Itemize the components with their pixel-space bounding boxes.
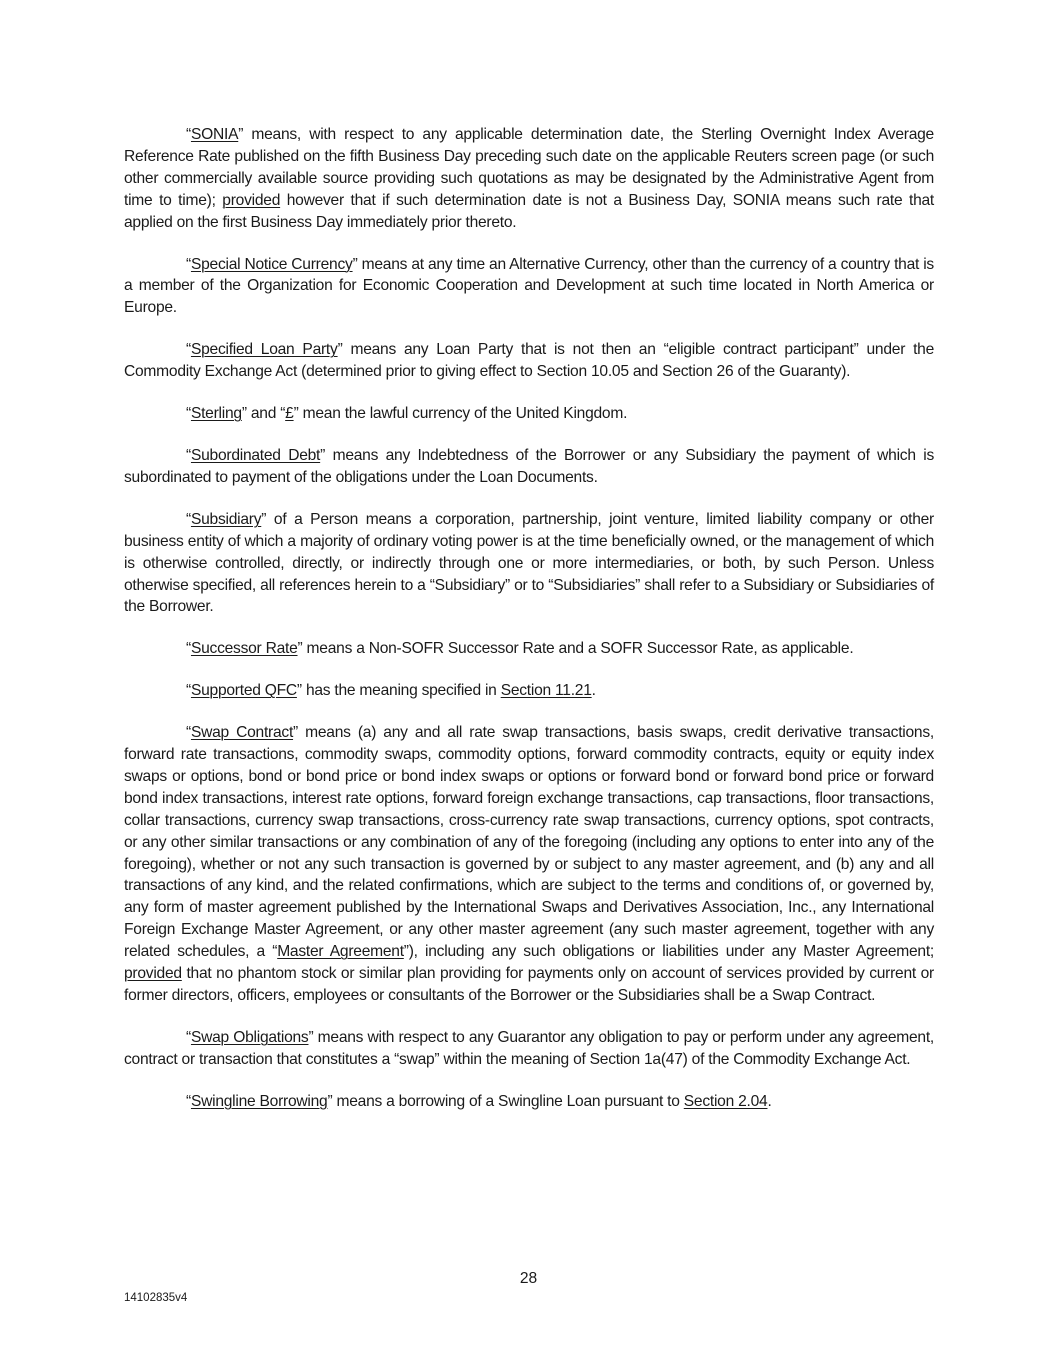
defined-term: Special Notice Currency xyxy=(190,255,353,273)
definition-text: ” has the meaning specified in xyxy=(296,682,501,700)
defined-term: Supported QFC xyxy=(190,682,297,700)
defined-term: Swap Obligations xyxy=(190,1028,309,1046)
underlined-reference: Master Agreement xyxy=(277,943,404,961)
definition-paragraph xyxy=(124,1027,934,1071)
page-number: 28 xyxy=(519,1270,538,1287)
defined-term: Swingline Borrowing xyxy=(190,1092,328,1110)
definition-paragraph xyxy=(124,722,934,1007)
definition-text: ”), including any such obligations or liabilities under any Master Agreement; xyxy=(403,943,934,961)
underlined-reference: Section 2.04 xyxy=(683,1092,768,1110)
definition-text: however that if such determination date is not a Business Day, SONIA means such rate that applied on the first Business Day immediately prior thereto. xyxy=(124,191,935,231)
definition-text: . xyxy=(591,682,596,700)
definition-paragraph xyxy=(124,254,934,320)
definition-text: “ xyxy=(186,341,191,359)
definition-paragraph xyxy=(124,1091,934,1113)
definition-text: ” means any Loan Party that is not then an “eligible contract participant” under the Commodity Exchange Act (determined prior to giving effect to Section 10.05 and Section 26 of the Guaranty). xyxy=(124,341,934,381)
definition-text: “ xyxy=(186,405,191,423)
definition-text: “ xyxy=(186,724,191,742)
underlined-reference: £ xyxy=(285,405,294,423)
definition-text: “ xyxy=(186,1092,191,1110)
definition-text: ” means at any time an Alternative Currency, other than the currency of a country that is a member of the Organization for Economic Cooperation and Development at such time located in North America or Europe. xyxy=(124,255,934,317)
definition-paragraph xyxy=(124,638,934,660)
definition-text: ” and “ xyxy=(241,405,286,423)
definition-paragraph xyxy=(124,403,934,425)
defined-term: Sterling xyxy=(190,405,242,423)
definition-text: “ xyxy=(186,255,191,273)
defined-term: Swap Contract xyxy=(190,724,294,742)
definition-text: ” means (a) any and all rate swap transactions, basis swaps, credit derivative transactions, forward rate transactions, commodity swaps, commodity options, forward commodity contracts, equity or equity index swaps or options, bond or bond price or bond index swaps or options or forward bond or forward bond price or forward bond index transactions, interest rate options, forward foreign exchange transactions, cap transactions, floor transactions, collar transactions, currency swap transactions, cross-currency rate swap transactions, currency options, spot contracts, or any other similar transactions or any combination of any of the foregoing (including any options to enter into any of the foregoing), whether or not any such transaction is governed by or subject to any master agreement, and (b) any and all transactions of any kind, and the related confirmations, which are subject to the terms and conditions of, or governed by, any form of master agreement published by the International Swaps and Derivatives Association, Inc., any International Foreign Exchange Master Agreement, or any other master agreement (any such master agreement, together with any related schedules, a “ xyxy=(124,724,934,961)
definition-text: “ xyxy=(186,126,191,143)
definition-text: “ xyxy=(186,510,191,528)
definition-paragraph xyxy=(124,680,934,702)
underlined-reference: provided xyxy=(222,191,281,209)
defined-term: SONIA xyxy=(190,126,239,143)
definition-paragraph xyxy=(124,445,934,489)
underlined-reference: Section 11.21 xyxy=(500,682,592,700)
defined-term: Specified Loan Party xyxy=(190,341,338,359)
definition-text: ” mean the lawful currency of the United Kingdom. xyxy=(293,405,628,423)
definition-text: that no phantom stock or similar plan providing for payments only on account of services provided by current or former directors, officers, employees or consultants of the Borrower or the Subsidiaries shall be a Swap Contract. xyxy=(124,965,934,1004)
defined-term: Successor Rate xyxy=(190,640,298,658)
defined-term: Subordinated Debt xyxy=(190,446,321,464)
definition-text: “ xyxy=(186,446,191,464)
defined-term: Subsidiary xyxy=(190,510,262,528)
document-id: 14102835v4 xyxy=(124,1292,188,1304)
definition-paragraph xyxy=(124,124,934,234)
definition-text: ” of a Person means a corporation, partnership, joint venture, limited liability company or other business entity of which a majority of ordinary voting power is at the time beneficially owned, or the management of which is otherwise controlled, directly, or indirectly through one or more intermediaries, or both, by such Person. Unless otherwise specified, all references herein to a “Subsidiary” or to “Subsidiaries” shall refer to a Subsidiary or Subsidiaries of the Borrower. xyxy=(124,510,934,616)
definition-text: . xyxy=(767,1092,772,1110)
definition-text: ” means a borrowing of a Swingline Loan pursuant to xyxy=(327,1092,684,1110)
definition-text: ” means with respect to any Guarantor any obligation to pay or perform under any agreement, contract or transaction that constitutes a “swap” within the meaning of Section 1a(47) of the Commodity Exchange Act. xyxy=(124,1028,934,1068)
document-body xyxy=(124,124,934,1133)
definition-text: “ xyxy=(186,1028,191,1046)
definition-paragraph xyxy=(124,339,934,383)
definition-text: ” means any Indebtedness of the Borrower or any Subsidiary the payment of which is subordinated to payment of the obligations under the Loan Documents. xyxy=(124,446,935,486)
definition-text: “ xyxy=(186,682,191,700)
definition-text: ” means a Non-SOFR Successor Rate and a SOFR Successor Rate, as applicable. xyxy=(297,640,854,658)
definition-text: ” means, with respect to any applicable determination date, the Sterling Overnight Index Average Reference Rate published on the fifth Business Day preceding such date on the applicable Reuters screen page (or such other commercially available source providing such quotations as may be designated by the Administrative Agent from time to time); xyxy=(124,126,934,209)
underlined-reference: provided xyxy=(124,965,182,983)
definition-text: “ xyxy=(186,640,191,658)
definition-paragraph xyxy=(124,509,934,619)
